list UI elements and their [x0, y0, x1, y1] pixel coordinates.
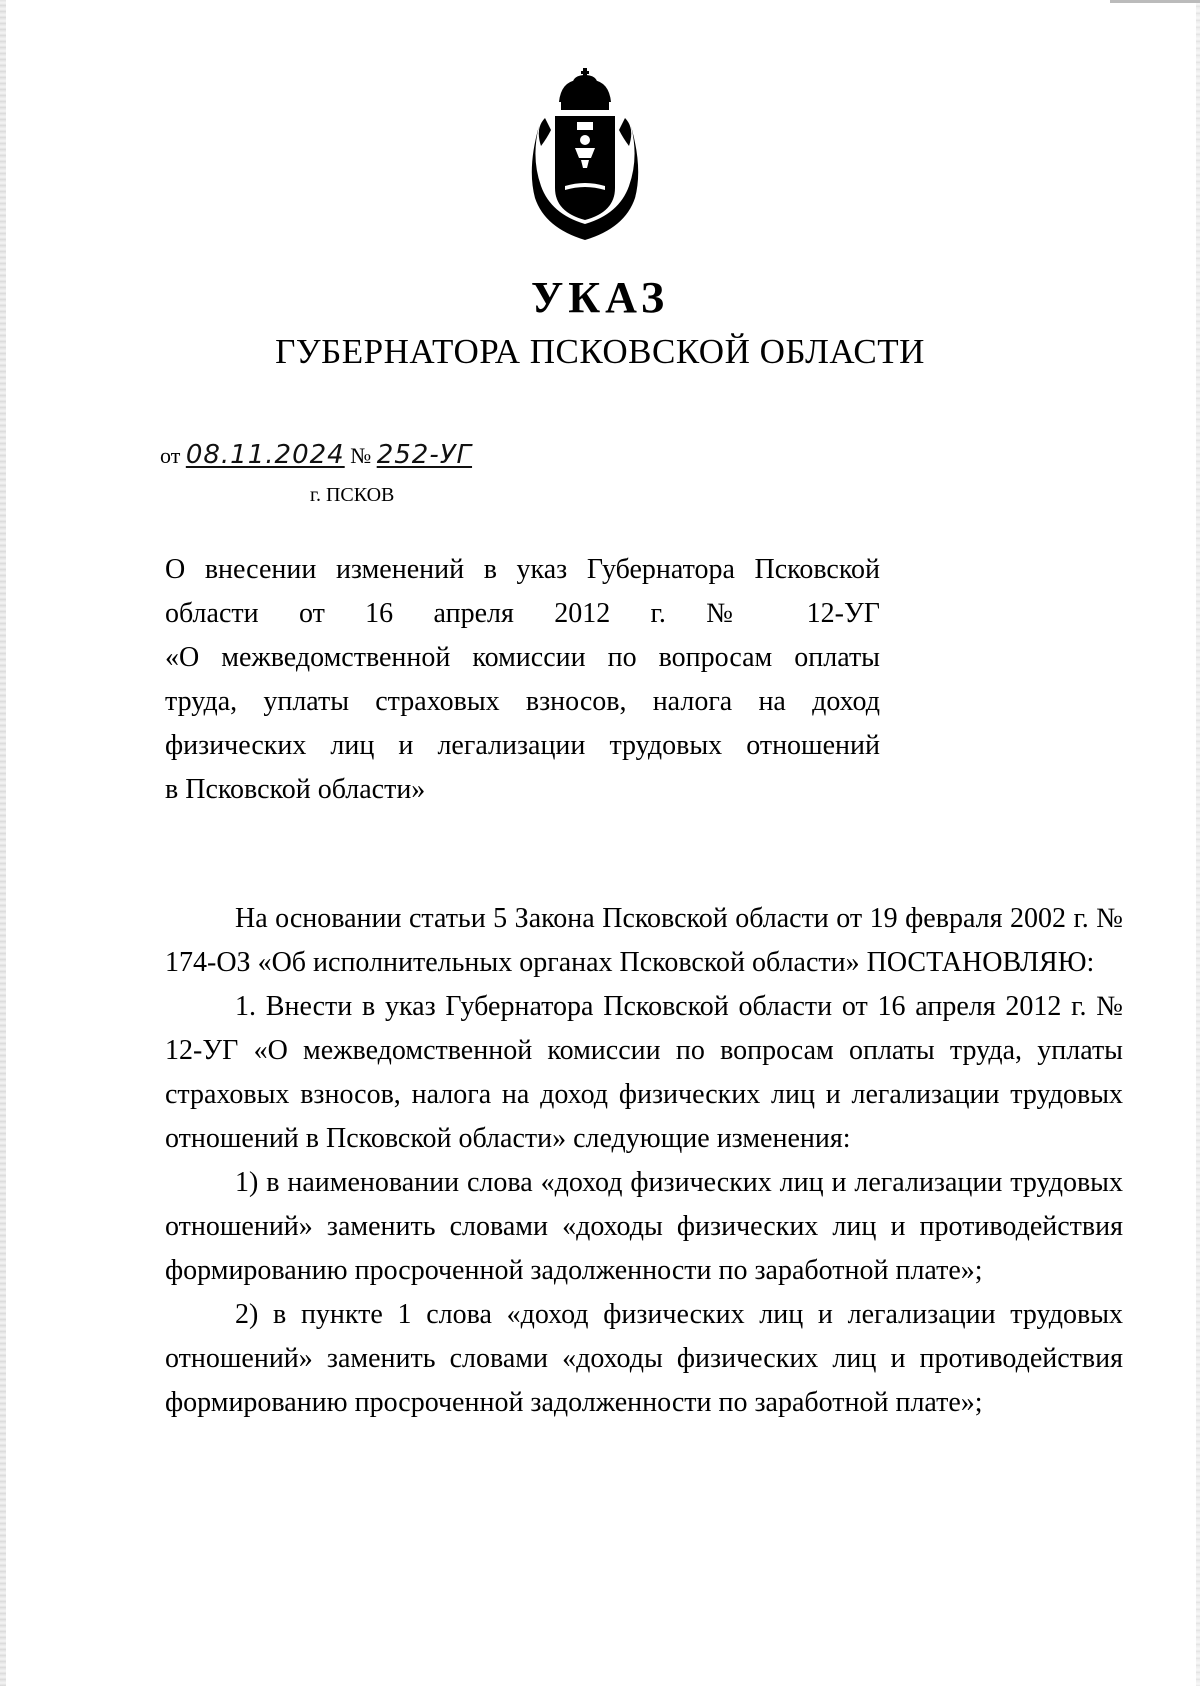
- city: г. ПСКОВ: [310, 484, 395, 506]
- body-paragraph: На основании статьи 5 Закона Псковской области от 19 февраля 2002 г. № 174-ОЗ «Об исполнительных органах Псковской области» ПОСТАНОВЛЯЮ:: [165, 903, 1123, 978]
- date-number-line: [160, 440, 472, 470]
- scan-edge-top: [1110, 0, 1200, 3]
- body-paragraph: 2) в пункте 1 слова «доход физических лиц и легализации трудовых отношений» заменить словами «доходы физических лиц и противодействия формированию просроченной задолженности по заработной плате»;: [165, 1299, 1123, 1418]
- date-prefix: от: [160, 443, 181, 468]
- subject-line: О внесении изменений в указ Губернатора Псковской: [165, 554, 880, 585]
- body-paragraph: 1. Внести в указ Губернатора Псковской области от 16 апреля 2012 г. № 12-УГ «О межведомственной комиссии по вопросам оплаты труда, уплаты страховых взносов, налога на доход физических лиц и легализации трудовых отношений в Псковской области» следующие изменения:: [165, 991, 1123, 1154]
- document-body: [165, 897, 1123, 1425]
- subject-line: области от 16 апреля 2012 г. № 12-УГ: [165, 598, 880, 629]
- document-title: УКАЗ: [530, 273, 670, 322]
- subject-line: труда, уплаты страховых взносов, налога на доход: [165, 686, 880, 717]
- handwritten-date: 08.11.2024: [185, 440, 345, 470]
- document-subject: [165, 548, 880, 812]
- subject-line: «О межведомственной комиссии по вопросам оплаты: [165, 642, 880, 673]
- subject-line: физических лиц и легализации трудовых отношений: [165, 730, 880, 761]
- number-prefix: №: [350, 443, 372, 468]
- scan-edge-left: [0, 0, 6, 1686]
- pskov-coat-of-arms-icon: [525, 68, 665, 246]
- body-paragraph: 1) в наименовании слова «доход физических лиц и легализации трудовых отношений» заменить словами «доходы физических лиц и противодействия формированию просроченной задолженности по заработной плате»;: [165, 1167, 1123, 1286]
- handwritten-number: 252-УГ: [376, 440, 473, 470]
- document-subtitle: ГУБЕРНАТОРА ПСКОВСКОЙ ОБЛАСТИ: [275, 332, 925, 371]
- scan-edge-right: [1196, 0, 1200, 1686]
- subject-line: в Псковской области»: [165, 774, 426, 805]
